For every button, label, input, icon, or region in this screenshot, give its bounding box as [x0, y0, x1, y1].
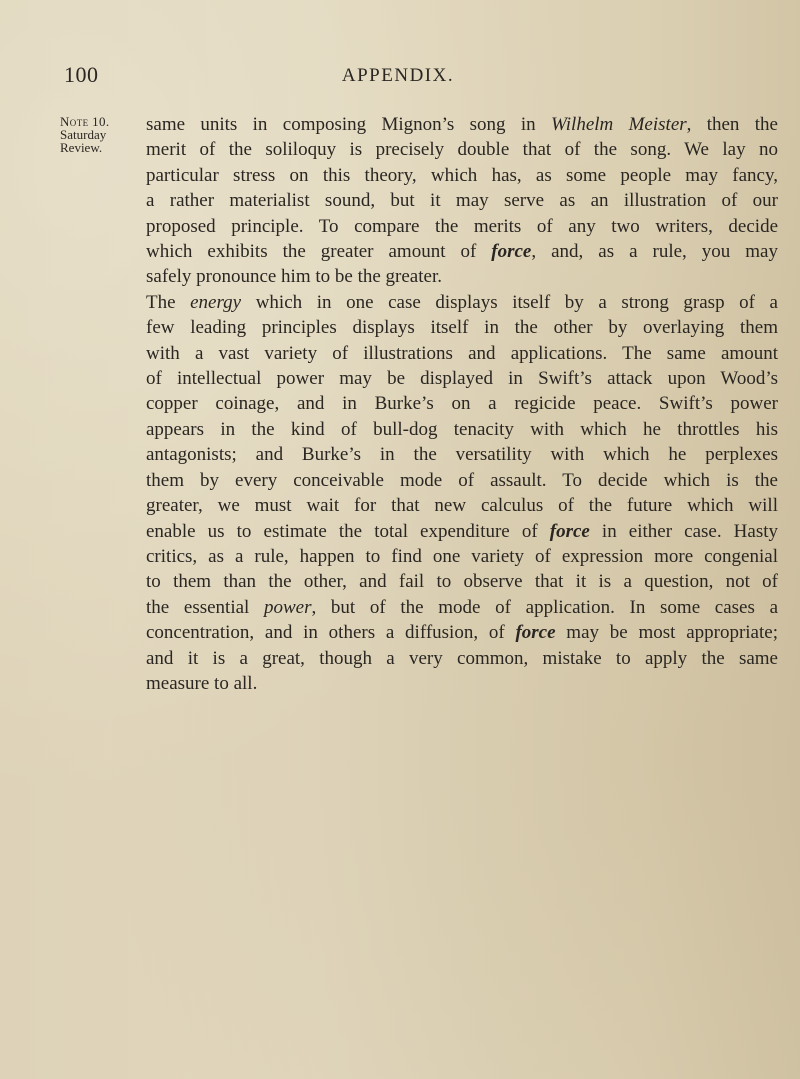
- text-line: [146, 595, 778, 620]
- text-run: measure to all.: [146, 672, 258, 694]
- emphasis-run: force: [515, 622, 556, 644]
- text-run: The: [146, 291, 191, 313]
- text-line: [146, 417, 778, 442]
- text-line: [146, 264, 778, 289]
- text-run: , then the: [686, 114, 778, 135]
- italic-run: energy: [190, 291, 242, 313]
- text-run: them by every conceivable mode of assault. To decide which is the: [146, 469, 778, 491]
- text-line: [146, 620, 778, 645]
- margin-note: [60, 115, 140, 154]
- text-run: which exhibits the greater amount of: [146, 241, 492, 263]
- text-line: [146, 315, 778, 340]
- text-line: [146, 646, 778, 671]
- body-text: [146, 112, 778, 696]
- text-run: same units in composing Mignon’s song in: [146, 114, 551, 135]
- paragraph: [146, 112, 778, 290]
- margin-note-source: [60, 128, 120, 154]
- text-line: [146, 239, 778, 264]
- text-line: [146, 214, 778, 239]
- text-line: [146, 163, 778, 188]
- text-line: [146, 112, 778, 137]
- italic-run: Wilhelm Meister: [551, 114, 687, 135]
- text-run: may be most appropriate;: [555, 622, 778, 644]
- text-run: appears in the kind of bull-dog tenacity with which he throttles his: [146, 418, 778, 440]
- text-line: [146, 671, 778, 696]
- text-run: greater, we must wait for that new calculus of the future which will: [146, 495, 778, 517]
- text-run: copper coinage, and in Burke’s on a regicide peace. Swift’s power: [146, 393, 778, 415]
- text-line: [146, 391, 778, 416]
- page-header: [0, 58, 800, 92]
- text-line: [146, 188, 778, 213]
- text-run: to them than the other, and fail to observe that it is a question, not of: [146, 571, 778, 593]
- text-line: [146, 493, 778, 518]
- paragraph: [146, 290, 778, 697]
- text-line: [146, 137, 778, 162]
- text-run: critics, as a rule, happen to find one variety of expression more congenial: [146, 545, 778, 567]
- margin-note-source-line: Review.: [60, 140, 103, 155]
- text-run: particular stress on this theory, which has, as some people may fancy,: [146, 164, 778, 186]
- page-number: 100: [64, 62, 99, 87]
- margin-note-source-line: Saturday: [60, 127, 107, 142]
- text-run: in either case. Hasty: [589, 520, 778, 542]
- text-line: [146, 290, 778, 315]
- text-line: [146, 544, 778, 569]
- text-line: [146, 569, 778, 594]
- margin-note-reference: Note 10.: [60, 114, 110, 129]
- text-run: safely pronounce him to be the greater.: [146, 266, 442, 288]
- text-run: with a vast variety of illustrations and applications. The same amount: [146, 342, 778, 364]
- text-run: the essential: [146, 596, 264, 618]
- text-line: [146, 519, 778, 544]
- text-run: , and, as a rule, you may: [531, 241, 778, 263]
- text-run: concentration, and in others a diffusion, of: [146, 622, 516, 644]
- text-line: [146, 341, 778, 366]
- text-run: , but of the mode of application. In some cases a: [311, 596, 778, 618]
- text-run: of intellectual power may be displayed in Swift’s attack upon Wood’s: [146, 368, 778, 390]
- text-run: enable us to estimate the total expenditure of: [146, 520, 550, 542]
- text-line: [146, 468, 778, 493]
- text-line: [146, 366, 778, 391]
- italic-run: power: [264, 596, 312, 618]
- emphasis-run: force: [491, 241, 532, 263]
- text-run: merit of the soliloquy is precisely double that of the song. We lay no: [146, 139, 778, 161]
- text-run: proposed principle. To compare the merits of any two writers, decide: [146, 215, 778, 237]
- text-line: [146, 442, 778, 467]
- running-head: APPENDIX.: [341, 65, 455, 86]
- text-run: and it is a great, though a very common, mistake to apply the same: [146, 647, 778, 669]
- text-run: which in one case displays itself by a strong grasp of a: [241, 291, 778, 313]
- emphasis-run: force: [549, 520, 590, 542]
- text-run: few leading principles displays itself in the other by overlaying them: [146, 317, 778, 339]
- text-run: antagonists; and Burke’s in the versatility with which he perplexes: [146, 444, 778, 466]
- text-run: a rather materialist sound, but it may serve as an illustration of our: [146, 190, 778, 212]
